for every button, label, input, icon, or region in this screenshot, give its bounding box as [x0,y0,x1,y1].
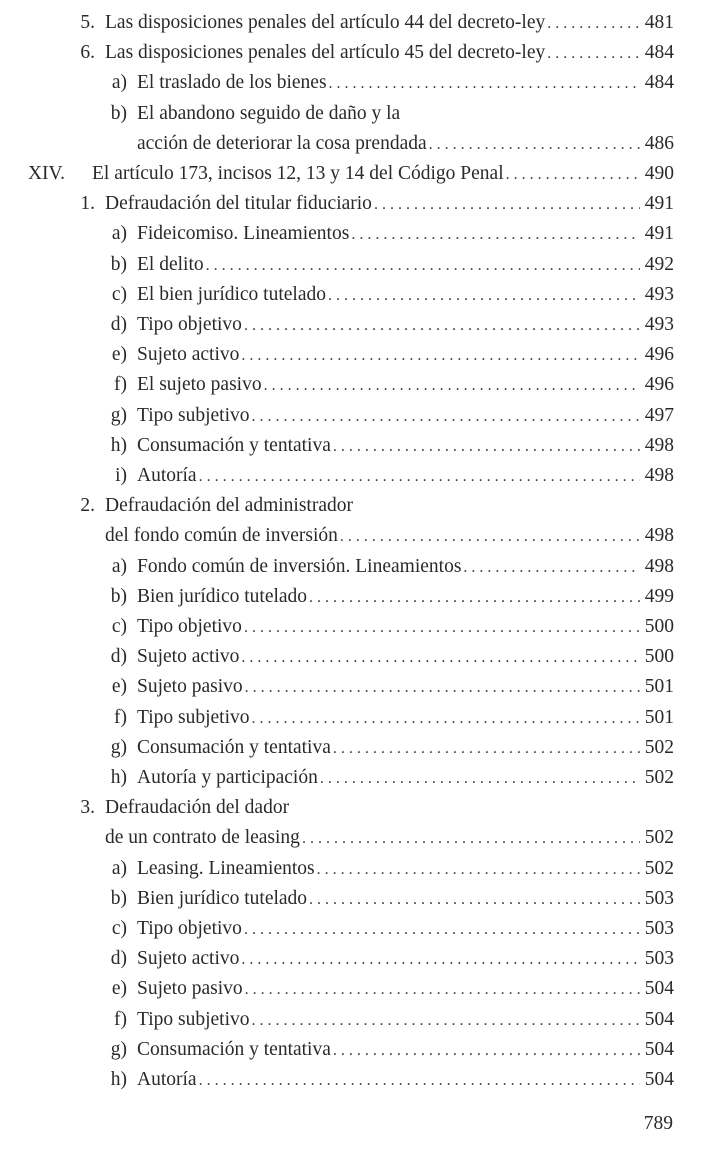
toc-entry[interactable] [137,68,674,98]
toc-entry-title: Autoría [137,1069,197,1090]
toc-entry[interactable] [137,370,674,400]
dot-leader [547,9,640,39]
toc-entry-page: 498 [644,465,674,486]
toc-entry-page: 492 [644,253,674,275]
toc-entry-title: Sujeto activo [137,344,240,366]
toc-entry-prefix: h) [110,1069,127,1090]
dot-leader [317,855,640,885]
toc-entry-title: Sujeto activo [137,948,240,970]
toc-entry-page: 503 [644,918,674,939]
dot-leader [245,975,640,1005]
toc-entry-prefix: g) [110,736,127,758]
page-number: 789 [643,1113,673,1134]
toc-entry-title: Defraudación del dador [105,797,290,819]
toc-entry-prefix: 1. [80,193,95,215]
toc-entry-title: Autoría y participación [137,767,318,788]
toc-entry-title: El sujeto pasivo [137,374,262,396]
toc-entry-title: Autoría [137,465,197,486]
dot-leader [245,673,640,703]
toc-entry-page: 502 [644,767,674,788]
dot-leader [547,39,640,69]
toc-entry-page: 504 [644,1069,674,1090]
toc-entry-page: 501 [644,706,674,728]
toc-entry-prefix: b) [110,887,127,909]
dot-leader [199,1066,640,1096]
toc-entry[interactable] [105,38,674,68]
toc-entry-prefix: a) [111,72,127,94]
toc-entry-page: 491 [644,223,674,245]
toc-entry-page: 502 [644,857,674,879]
toc-entry-title: acción de deteriorar la cosa prendada [137,132,427,154]
toc-entry-title: Defraudación del titular fiduciario [105,193,372,215]
dot-leader [252,1006,640,1036]
toc-entry-page: 498 [644,555,674,577]
toc-entry-title: Consumación y tentativa [137,1038,331,1060]
dot-leader [264,371,640,401]
dot-leader [506,160,640,190]
toc-entry-prefix: 2. [80,495,95,517]
dot-leader [351,220,640,250]
toc-entry-title: Sujeto pasivo [137,978,243,1000]
toc-entry-title: El delito [137,253,204,275]
toc-entry[interactable] [137,310,674,340]
dot-leader [252,704,640,734]
toc-entry-prefix: c) [111,283,127,305]
toc-entry-prefix: e) [111,344,127,366]
toc-entry-prefix: c) [111,918,127,939]
toc-entry[interactable] [137,219,674,249]
dot-leader [199,462,640,492]
toc-entry-prefix: f) [114,1008,127,1030]
toc-entry-page: 502 [644,736,674,758]
toc-entry-prefix: a) [111,223,127,245]
toc-entry-title: Tipo subjetivo [137,706,250,728]
dot-leader [241,945,640,975]
toc-entry-prefix: b) [110,585,127,607]
toc-entry-page: 501 [644,676,674,698]
toc-entry[interactable] [137,974,674,1004]
dot-leader [309,885,640,915]
toc-entry-title: Fideicomiso. Lineamientos [137,223,350,245]
toc-entry[interactable] [105,8,674,38]
toc-entry-title: Sujeto activo [137,646,240,668]
toc-entry[interactable] [137,552,674,582]
toc-entry-prefix: h) [110,434,127,456]
dot-leader [374,190,640,220]
toc-entry-title: Tipo subjetivo [137,1008,250,1030]
dot-leader [340,522,640,552]
toc-entry-page: 500 [644,616,674,637]
toc-entry-page: 500 [644,646,674,668]
dot-leader [333,734,640,764]
dot-leader [302,824,640,854]
dot-leader [206,251,640,281]
dot-leader [241,643,640,673]
toc-entry-title: Tipo subjetivo [137,404,250,426]
toc-entry-prefix: h) [110,767,127,788]
toc-entry-page: 502 [644,827,674,849]
toc-entry-title: Las disposiciones penales del artículo 45 del decreto-ley [105,42,546,64]
dot-leader [241,341,640,371]
toc-entry-page: 498 [644,434,674,456]
toc-entry-page: 496 [644,374,674,396]
toc-entry[interactable] [137,763,674,793]
toc-entry-title: del fondo común de inversión [105,525,338,547]
toc-entry-page: 503 [644,887,674,909]
toc-entry[interactable] [137,280,674,310]
toc-entry[interactable] [137,703,674,733]
dot-leader [252,402,640,432]
toc-entry[interactable] [105,793,674,853]
toc-entry-page: 491 [644,193,674,215]
toc-entry-prefix: a) [111,555,127,577]
toc-entry[interactable] [137,401,674,431]
toc-entry-prefix: f) [114,706,127,728]
toc-entry-title: Consumación y tentativa [137,434,331,456]
dot-leader [309,583,640,613]
toc-entry-page: 503 [644,948,674,970]
toc-entry-title: Tipo objetivo [137,918,242,939]
toc-entry-title: Bien jurídico tutelado [137,887,308,909]
toc-entry-prefix: g) [110,1038,127,1060]
toc-entry-title: Fondo común de inversión. Lineamientos [137,555,462,577]
toc-entry[interactable] [137,914,674,944]
toc-entry[interactable] [137,99,674,159]
dot-leader [333,1036,640,1066]
toc-entry[interactable] [137,1005,674,1035]
dot-leader [333,432,640,462]
toc-entry-page: 481 [644,12,674,33]
toc-entry-title: Leasing. Lineamientos [137,857,315,879]
dot-leader [429,130,640,160]
toc-entry-title: Las disposiciones penales del artículo 44 del decreto-ley [105,12,546,33]
toc-entry-title: El traslado de los bienes [137,72,327,94]
toc-entry[interactable] [137,944,674,974]
toc-entry[interactable] [137,612,674,642]
toc-entry-page: 504 [644,1008,674,1030]
toc-entry-prefix: d) [110,314,127,335]
toc-entry[interactable] [105,189,674,219]
toc-entry-page: 493 [644,314,674,335]
toc-entry-page: 484 [644,42,674,64]
toc-entry[interactable] [137,582,674,612]
toc-entry-prefix: 5. [80,12,95,33]
toc-entry[interactable] [137,642,674,672]
toc-entry-title: Tipo objetivo [137,314,242,335]
dot-leader [244,915,640,945]
toc-entry[interactable] [137,461,674,491]
toc-entry-prefix: e) [111,978,127,1000]
dot-leader [244,311,640,341]
toc-entry-prefix: c) [111,616,127,637]
dot-leader [244,613,640,643]
toc-entry-title: El bien jurídico tutelado [137,283,326,305]
toc-entry-prefix: 3. [80,797,95,819]
toc-entry-prefix: f) [114,374,127,396]
toc-entry-prefix: e) [111,676,127,698]
toc-entry[interactable] [137,854,674,884]
toc-entry-title: El artículo 173, incisos 12, 13 y 14 del Código Penal [92,163,504,184]
dot-leader [329,69,640,99]
toc-entry-page: 486 [644,132,674,154]
toc-entry[interactable] [137,1035,674,1065]
toc-entry-page: 496 [644,344,674,366]
toc-entry[interactable] [137,250,674,280]
toc-entry-prefix: d) [110,948,127,970]
toc-entry-page: 490 [644,163,674,184]
toc-entry-title: Defraudación del administrador [105,495,353,517]
toc-entry-page: 493 [644,283,674,305]
dot-leader [463,553,640,583]
toc-entry[interactable] [92,159,674,189]
toc-entry-page: 498 [644,525,674,547]
toc-entry[interactable] [137,340,674,370]
toc-entry-prefix: i) [115,465,127,486]
dot-leader [328,281,640,311]
toc-entry-prefix: a) [111,857,127,879]
toc-entry-prefix: d) [110,646,127,668]
toc-entry[interactable] [137,733,674,763]
toc-entry-page: 504 [644,1038,674,1060]
toc-entry-prefix: b) [110,253,127,275]
toc-entry[interactable] [137,884,674,914]
toc-entry-title: Consumación y tentativa [137,736,331,758]
toc-entry-page: 504 [644,978,674,1000]
toc-entry-prefix: 6. [80,42,95,64]
toc-entry[interactable] [137,431,674,461]
dot-leader [320,764,640,794]
toc-entry-prefix: XIV. [27,163,65,184]
toc-entry[interactable] [137,1065,674,1095]
toc-entry-title: El abandono seguido de daño y la [137,102,401,124]
toc-entry-page: 484 [644,72,674,94]
toc-entry-title: Sujeto pasivo [137,676,243,698]
toc-entry-title: de un contrato de leasing [105,827,300,849]
toc-entry[interactable] [105,491,674,551]
toc-entry-title: Bien jurídico tutelado [137,585,308,607]
toc-entry-page: 497 [644,404,674,426]
toc-entry-page: 499 [644,585,674,607]
toc-entry-title: Tipo objetivo [137,616,242,637]
toc-entry[interactable] [137,672,674,702]
toc-entry-prefix: g) [110,404,127,426]
toc-entry-prefix: b) [110,102,127,124]
